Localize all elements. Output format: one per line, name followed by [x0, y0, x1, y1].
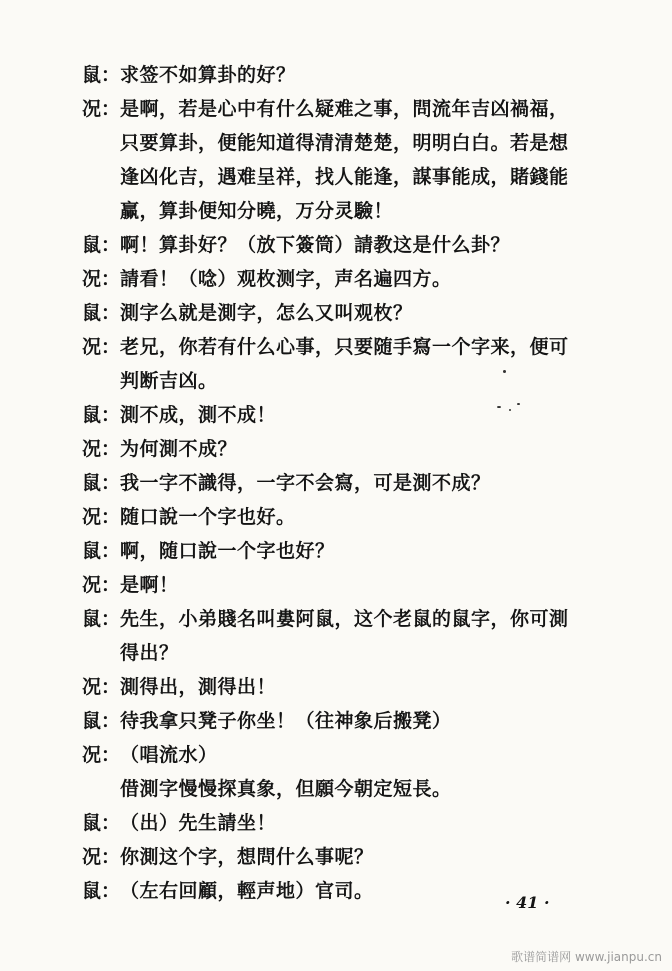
line-text: 只要算卦，便能知道得清清楚楚，明明白白。若是想	[120, 132, 569, 154]
line-text: 請看！（唸）观枚测字，声名遍四方。	[120, 268, 452, 290]
watermark: 歌谱简谱网 www.jianpu.cn	[511, 950, 662, 964]
speaker-label: 况：	[82, 846, 121, 868]
page-number: · 41 ·	[505, 893, 550, 912]
dialogue-line	[82, 840, 622, 874]
line-text: （左右回顧，輕声地）官司。	[120, 880, 374, 902]
line-text: 啊，随口說一个字也好？	[120, 540, 335, 562]
dialogue-line	[82, 330, 622, 364]
speaker-label: 鼠：	[82, 404, 121, 426]
speaker-label: 况：	[82, 438, 121, 460]
line-text: 測得出，測得出！	[120, 676, 277, 698]
line-text: 待我拿只凳子你坐！（往神象后搬凳）	[120, 710, 452, 732]
line-text: 啊！算卦好？（放下簽筒）請教这是什么卦？	[120, 234, 511, 256]
dialogue-line	[82, 92, 622, 126]
speaker-label: 况：	[82, 744, 121, 766]
line-text: 先生，小弟賤名叫婁阿鼠，这个老鼠的鼠字，你可測	[120, 608, 569, 630]
line-text: 我一字不識得，一字不会寫，可是測不成？	[120, 472, 491, 494]
dialogue-line	[82, 262, 622, 296]
dialogue-line	[82, 704, 622, 738]
dialogue-line	[82, 194, 622, 228]
speaker-label: 鼠：	[82, 472, 121, 494]
speaker-label: 况：	[82, 268, 121, 290]
ink-speck	[497, 406, 501, 408]
dialogue-line	[82, 58, 622, 92]
line-text: 为何測不成？	[120, 438, 238, 460]
line-text: 随口說一个字也好。	[120, 506, 296, 528]
speaker-label: 鼠：	[82, 812, 121, 834]
line-text: 求签不如算卦的好？	[120, 64, 296, 86]
dialogue-line	[82, 228, 622, 262]
line-text: （唱流水）	[120, 744, 218, 766]
dialogue-line	[82, 466, 622, 500]
dialogue-line	[82, 568, 622, 602]
line-text: 得出？	[120, 642, 179, 664]
dialogue-line	[82, 670, 622, 704]
line-text: 是啊，若是心中有什么疑难之事，問流年吉凶禍福，	[120, 98, 569, 120]
line-text: 測不成，測不成！	[120, 404, 277, 426]
dialogue-line	[82, 398, 622, 432]
line-text: 赢，算卦便知分曉，万分灵驗！	[120, 200, 394, 222]
dialogue-line	[82, 500, 622, 534]
speaker-label: 况：	[82, 98, 121, 120]
speaker-label: 鼠：	[82, 540, 121, 562]
speaker-label: 况：	[82, 574, 121, 596]
dialogue-line	[82, 806, 622, 840]
line-text: 是啊！	[120, 574, 179, 596]
line-text: 逢凶化吉，遇难呈祥，找人能逢，謀事能成，賭錢能	[120, 166, 569, 188]
speaker-label: 况：	[82, 676, 121, 698]
line-text: 判断吉凶。	[120, 370, 218, 392]
ink-speck	[509, 409, 511, 411]
dialogue-line	[82, 160, 622, 194]
dialogue-line	[82, 772, 622, 806]
line-text: 你測这个字，想問什么事呢？	[120, 846, 374, 868]
speaker-label: 况：	[82, 506, 121, 528]
dialogue-line	[82, 126, 622, 160]
speaker-label: 鼠：	[82, 880, 121, 902]
dialogue-block	[82, 58, 622, 908]
ink-speck	[503, 370, 506, 373]
line-text: 老兄，你若有什么心事，只要随手寫一个字来，便可	[120, 336, 569, 358]
dialogue-line	[82, 738, 622, 772]
ink-speck	[517, 403, 520, 405]
dialogue-line	[82, 602, 622, 636]
speaker-label: 鼠：	[82, 64, 121, 86]
dialogue-line	[82, 534, 622, 568]
dialogue-line	[82, 432, 622, 466]
speaker-label: 鼠：	[82, 710, 121, 732]
line-text: 測字么就是測字，怎么又叫观枚？	[120, 302, 413, 324]
line-text: 借測字慢慢探真象，但願今朝定短長。	[120, 778, 452, 800]
dialogue-line	[82, 636, 622, 670]
line-text: （出）先生請坐！	[120, 812, 277, 834]
speaker-label: 鼠：	[82, 302, 121, 324]
dialogue-line	[82, 296, 622, 330]
speaker-label: 况：	[82, 336, 121, 358]
speaker-label: 鼠：	[82, 608, 121, 630]
speaker-label: 鼠：	[82, 234, 121, 256]
dialogue-line	[82, 364, 622, 398]
